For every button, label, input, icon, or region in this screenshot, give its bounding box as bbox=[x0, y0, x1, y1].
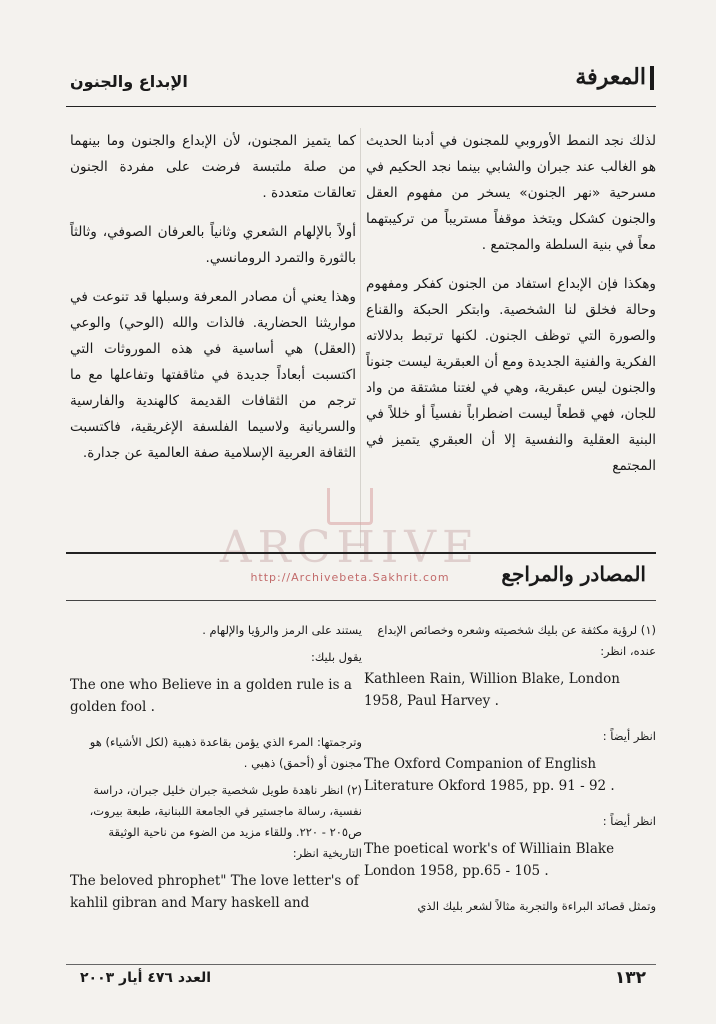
reference-note: (٢) انظر ناهدة طويل شخصية جبران خليل جبران، دراسة نفسية، رسالة ماجستير في الجامعة اللبنانية، طبعة بيروت، ص٢٠٥ - ٢٢٠. وللقاء مزيد من الضوء من ناحية الوثيقة التاريخية انظر: bbox=[89, 783, 362, 860]
paragraph: كما يتميز المجنون، لأن الإبداع والجنون وما بينهما من صلة ملتبسة فرضت على مفردة الجنون تعالقات متعددة . bbox=[70, 133, 356, 201]
reference-note: يستند على الرمز والرؤيا والإلهام . bbox=[202, 623, 362, 637]
reference-citation: The beloved phrophet" The love letter's of kahlil gibran and Mary haskell and bbox=[70, 873, 359, 911]
archive-watermark bbox=[200, 488, 500, 584]
logo-bar-icon bbox=[650, 66, 654, 90]
reference-note: وتمثل قصائد البراءة والتجربة مثالاً لشعر بليك الذي bbox=[417, 899, 656, 913]
references-left-column bbox=[70, 620, 362, 928]
paragraph: أولاً بالإلهام الشعري وثانياً بالعرفان الصوفي، وثالثاً بالثورة والتمرد الرومانسي. bbox=[70, 224, 356, 266]
reference-citation: The poetical work's of Williain Blake London 1958, pp.65 - 105 . bbox=[364, 841, 615, 879]
watermark-text: ARCHIVE bbox=[219, 522, 481, 573]
logo-text: المعرفة bbox=[575, 64, 646, 90]
running-title: الإبداع والجنون bbox=[70, 72, 188, 91]
paragraph: وهذا يعني أن مصادر المعرفة وسبلها قد تنوعت في مواريثنا الحضارية. فالذات والله (الوحي) والوعي (العقل) هي أساسية في هذه الموروثات التي اكتسبت أبعاداً جديدة في مثاقفتها وتفاعلها مع ما ترجم من الثقافات القديمة كالهندية والفارسية والسريانية ولاسيما الفلسفة الإغريقية، فاكتسبت الثقافة العربية الإسلامية صفة العالمية عن جدارة. bbox=[70, 289, 356, 461]
reference-note: انظر أيضاً : bbox=[602, 729, 656, 743]
header-rule bbox=[66, 106, 656, 107]
section-title: المصادر والمراجع bbox=[501, 562, 646, 586]
blake-quote: The one who Believe in a golden rule is a golden fool . bbox=[70, 677, 352, 715]
paragraph: وهكذا فإن الإبداع استفاد من الجنون كفكر ومفهوم وحالة فخلق لنا الشخصية. وابتكر الحبكة والقناع والصورة التي توظف الجنون. لكنها ترتبط بدلالاته الفكرية والفنية الجديدة ومع أن العبقرية ليست جنوناً والجنون ليس عبقرية، وهي في لغتنا مشتقة من واد للجان، فهي قطعاً ليست اضطراباً نفسياً أو خللاً في البنية العقلية والنفسية إلا أن العبقري يتميز في المجتمع bbox=[366, 276, 656, 474]
column-divider bbox=[360, 128, 361, 548]
archive-logo-icon bbox=[327, 488, 373, 525]
page-number: ١٣٢ bbox=[614, 968, 646, 988]
section-rule bbox=[66, 552, 656, 554]
right-column bbox=[366, 128, 656, 492]
quote-translation: وترجمتها: المرء الذي يؤمن بقاعدة ذهبية (لكل الأشياء) هو مجنون أو (أحمق) ذهبي . bbox=[89, 735, 362, 770]
reference-note: (١) لرؤية مكثفة عن بليك شخصيته وشعره وخصائص الإبداع عنده، انظر: bbox=[377, 623, 656, 658]
paragraph: لذلك نجد النمط الأوروبي للمجنون في أدبنا الحديث هو الغالب عند جبران والشابي بينما نجد الحكيم في مسرحية «نهر الجنون» يسخر من مفهوم العقل والجنون كشكل ويتخذ موقفاً مستريباً من تركيبتهما معاً في بنية السلطة والمجتمع . bbox=[366, 133, 656, 253]
reference-note: يقول بليك: bbox=[310, 650, 362, 664]
magazine-logo bbox=[575, 64, 654, 90]
reference-citation: The Oxford Companion of English Literature Okford 1985, pp. 91 - 92 . bbox=[364, 756, 615, 794]
references-right-column bbox=[364, 620, 656, 923]
watermark-url: http://Archivebeta.Sakhrit.com bbox=[250, 571, 450, 584]
left-column bbox=[70, 128, 356, 479]
section-rule-bottom bbox=[66, 600, 656, 601]
footer-rule bbox=[66, 964, 656, 965]
reference-note: انظر أيضاً : bbox=[602, 814, 656, 828]
reference-citation: Kathleen Rain, Willion Blake, London 1958, Paul Harvey . bbox=[364, 671, 620, 709]
issue-info: العدد ٤٧٦ أيار ٢٠٠٣ bbox=[80, 970, 212, 986]
